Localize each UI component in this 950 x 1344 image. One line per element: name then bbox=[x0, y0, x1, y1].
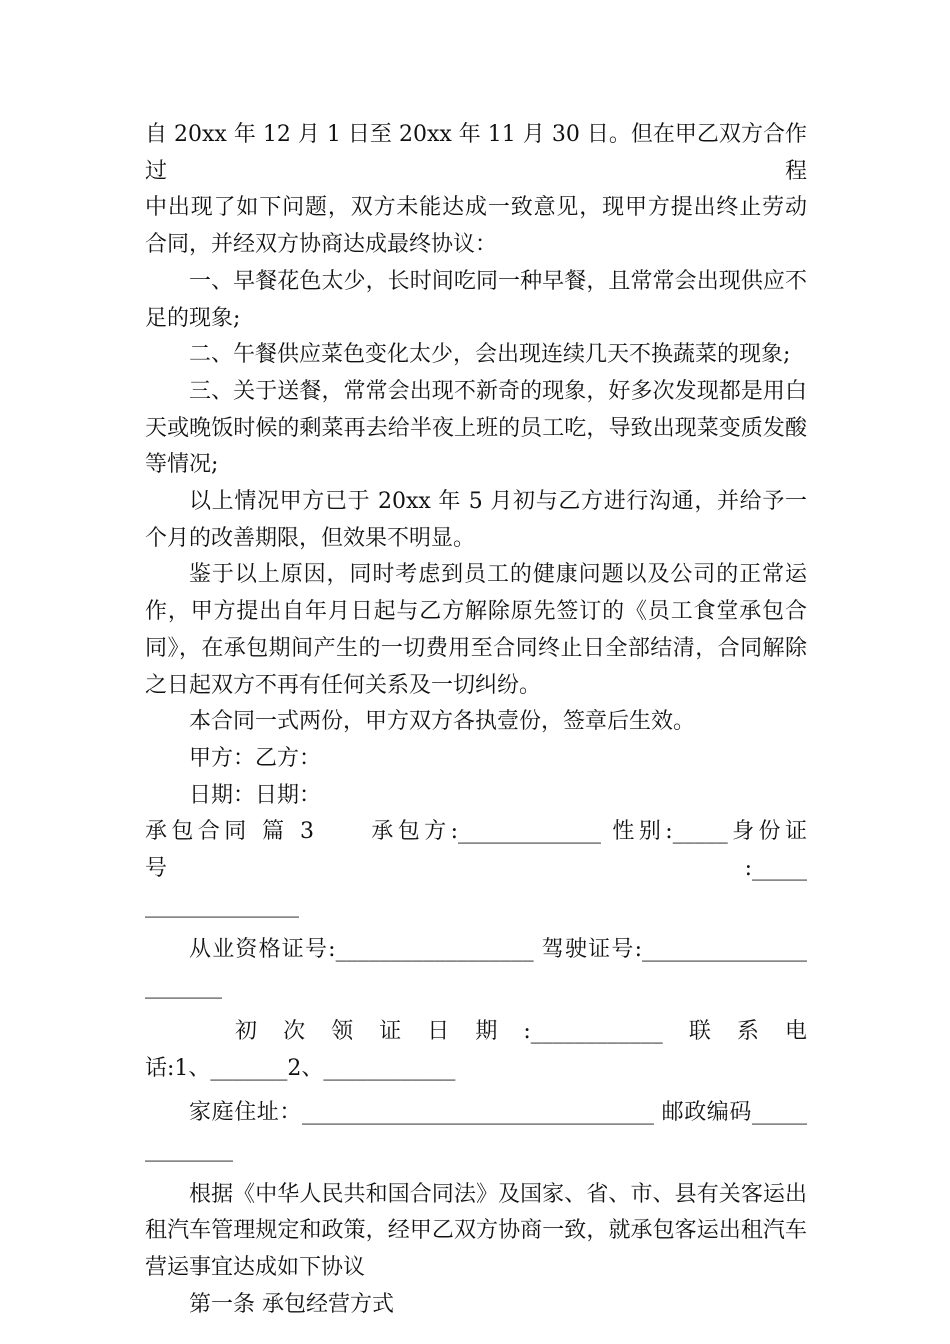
party-signature-line: 甲方：乙方： bbox=[189, 745, 322, 771]
qualification-license-line: 从业资格证号:__________________ 驾驶证号:_______________ bbox=[189, 937, 807, 963]
contract-3-contractor-line: 承包合同 篇 3 承包方:_____________ 性别:_____身份证号:_____ bbox=[145, 819, 807, 882]
termination-paragraph: 鉴于以上原因，同时考虑到员工的健康问题以及公司的正常运作，甲方提出自年月日起与乙方解除原先签订的《员工食堂承包合同》，在承包期间产生的一切费用至合同终止日全部结清，合同解除之日起双方不再有任何关系及一切纠纷。 bbox=[145, 562, 807, 698]
copies-paragraph: 本合同一式两份，甲方双方各执壹份，签章后生效。 bbox=[189, 709, 696, 735]
first-license-date-line: 初 次 领 证 日 期 :____________ 联 系 电 bbox=[235, 1018, 807, 1044]
issue-paragraph-3: 三、关于送餐，常常会出现不新奇的现象，好多次发现都是用白天或晚饭时候的剩菜再去给半夜上班的员工吃，导致出现菜变质发酸等情况; bbox=[145, 378, 807, 478]
date-signature-line: 日期：日期： bbox=[189, 782, 322, 808]
paragraph-line: 合同，并经双方协商达成最终协议： bbox=[145, 232, 498, 258]
postcode-blank-line: ________ bbox=[145, 1136, 233, 1162]
license-blank-line: _______ bbox=[145, 974, 222, 1000]
spacer bbox=[145, 1169, 807, 1177]
legal-basis-paragraph: 根据《中华人民共和国合同法》及国家、省、市、县有关客运出租汽车管理规定和政策，经甲乙双方协商一致，就承包客运出租汽车营运事宜达成如下协议 bbox=[145, 1181, 807, 1281]
address-postcode-line: 家庭住址：________________________________ 邮政编码_____ bbox=[189, 1100, 807, 1126]
id-number-blank-line: ______________ bbox=[145, 892, 299, 918]
spacer bbox=[145, 1006, 807, 1014]
document-body bbox=[145, 117, 807, 1324]
spacer bbox=[145, 1087, 807, 1095]
paragraph-line: 中出现了如下问题，双方未能达成一致意见，现甲方提出终止劳动 bbox=[145, 195, 807, 221]
phone-line: 话:1、_______2、____________ bbox=[145, 1055, 456, 1081]
paragraph-line: 自 20xx 年 12 月 1 日至 20xx 年 11 月 30 日。但在甲乙双方合作过程 bbox=[145, 122, 807, 184]
communication-paragraph: 以上情况甲方已于 20xx 年 5 月初与乙方进行沟通，并给予一个月的改善期限，但效果不明显。 bbox=[145, 489, 807, 551]
spacer bbox=[145, 924, 807, 932]
issue-paragraph-1: 一、早餐花色太少，长时间吃同一种早餐，且常常会出现供应不足的现象; bbox=[145, 268, 807, 331]
article-1-heading: 第一条 承包经营方式 bbox=[189, 1291, 394, 1317]
issue-paragraph-2: 二、午餐供应菜色变化太少，会出现连续几天不换蔬菜的现象; bbox=[189, 342, 791, 368]
